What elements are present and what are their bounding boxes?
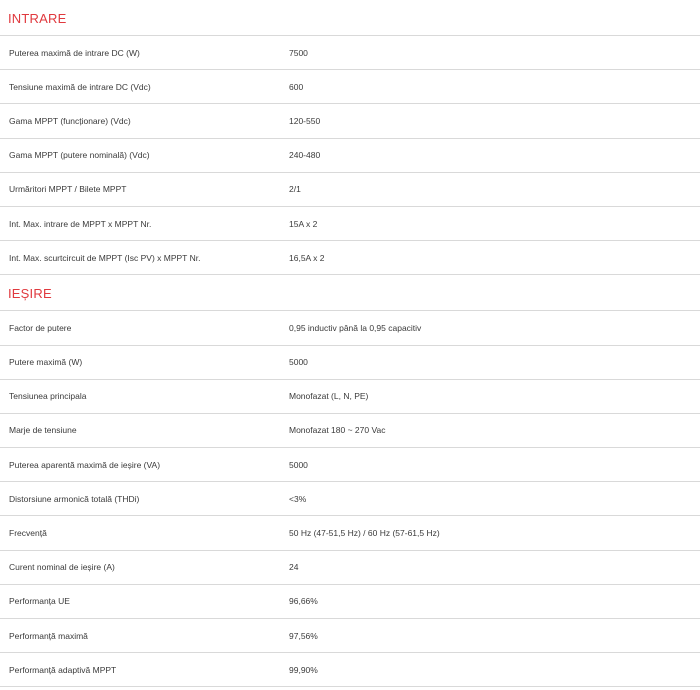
spec-value: 2/1 [289, 184, 301, 195]
spec-label: Gama MPPT (putere nominală) (Vdc) [9, 150, 150, 161]
spec-value: 24 [289, 562, 299, 573]
spec-label: Int. Max. scurtcircuit de MPPT (Isc PV) x MPPT Nr. [9, 252, 201, 263]
spec-row [0, 414, 700, 448]
section-title-intrare: INTRARE [0, 0, 700, 36]
spec-label: Int. Max. intrare de MPPT x MPPT Nr. [9, 218, 152, 229]
spec-value: Monofazat 180 ~ 270 Vac [289, 425, 386, 436]
spec-label: Curent nominal de ieșire (A) [9, 562, 115, 573]
spec-label: Gama MPPT (funcționare) (Vdc) [9, 115, 131, 126]
spec-value: 99,90% [289, 664, 318, 675]
spec-value: 97,56% [289, 630, 318, 641]
spec-label: Distorsiune armonică totală (THDi) [9, 493, 140, 504]
spec-value: 600 [289, 81, 304, 92]
spec-row [0, 139, 700, 173]
spec-row [0, 619, 700, 653]
spec-row [0, 516, 700, 550]
spec-label: Putere maximă (W) [9, 357, 83, 368]
spec-value: 5000 [289, 357, 308, 368]
spec-row [0, 173, 700, 207]
spec-label: Puterea maximă de intrare DC (W) [9, 47, 140, 58]
spec-value: 96,66% [289, 596, 318, 607]
spec-row [0, 380, 700, 414]
spec-row [0, 36, 700, 70]
spec-label: Tensiunea principala [9, 391, 87, 402]
spec-value: 240-480 [289, 150, 321, 161]
spec-value: Monofazat (L, N, PE) [289, 391, 369, 402]
spec-row [0, 70, 700, 104]
spec-value: 16,5A x 2 [289, 252, 325, 263]
spec-row [0, 207, 700, 241]
spec-label: Performanța UE [9, 596, 70, 607]
spec-value: 5000 [289, 459, 308, 470]
spec-value: 120-550 [289, 115, 321, 126]
spec-label: Puterea aparentă maximă de ieșire (VA) [9, 459, 161, 470]
spec-label: Tensiune maximă de intrare DC (Vdc) [9, 81, 151, 92]
spec-label: Frecvență [9, 528, 47, 539]
spec-value: 0,95 inductiv până la 0,95 capacitiv [289, 322, 422, 333]
spec-label: Urmăritori MPPT / Bilete MPPT [9, 184, 127, 195]
spec-row [0, 104, 700, 138]
spec-row [0, 311, 700, 345]
spec-row [0, 551, 700, 585]
spec-row [0, 346, 700, 380]
spec-value: <3% [289, 493, 307, 504]
spec-row [0, 448, 700, 482]
spec-value: 50 Hz (47-51,5 Hz) / 60 Hz (57-61,5 Hz) [289, 528, 440, 539]
section-title-iesire: IEȘIRE [0, 275, 700, 311]
spec-row [0, 482, 700, 516]
spec-label: Performanță maximă [9, 630, 88, 641]
spec-row [0, 585, 700, 619]
spec-label: Performanță adaptivă MPPT [9, 664, 117, 675]
spec-row [0, 653, 700, 687]
spec-label: Factor de putere [9, 322, 72, 333]
spec-value: 7500 [289, 47, 308, 58]
spec-value: 15A x 2 [289, 218, 318, 229]
spec-row [0, 241, 700, 275]
spec-label: Marje de tensiune [9, 425, 77, 436]
